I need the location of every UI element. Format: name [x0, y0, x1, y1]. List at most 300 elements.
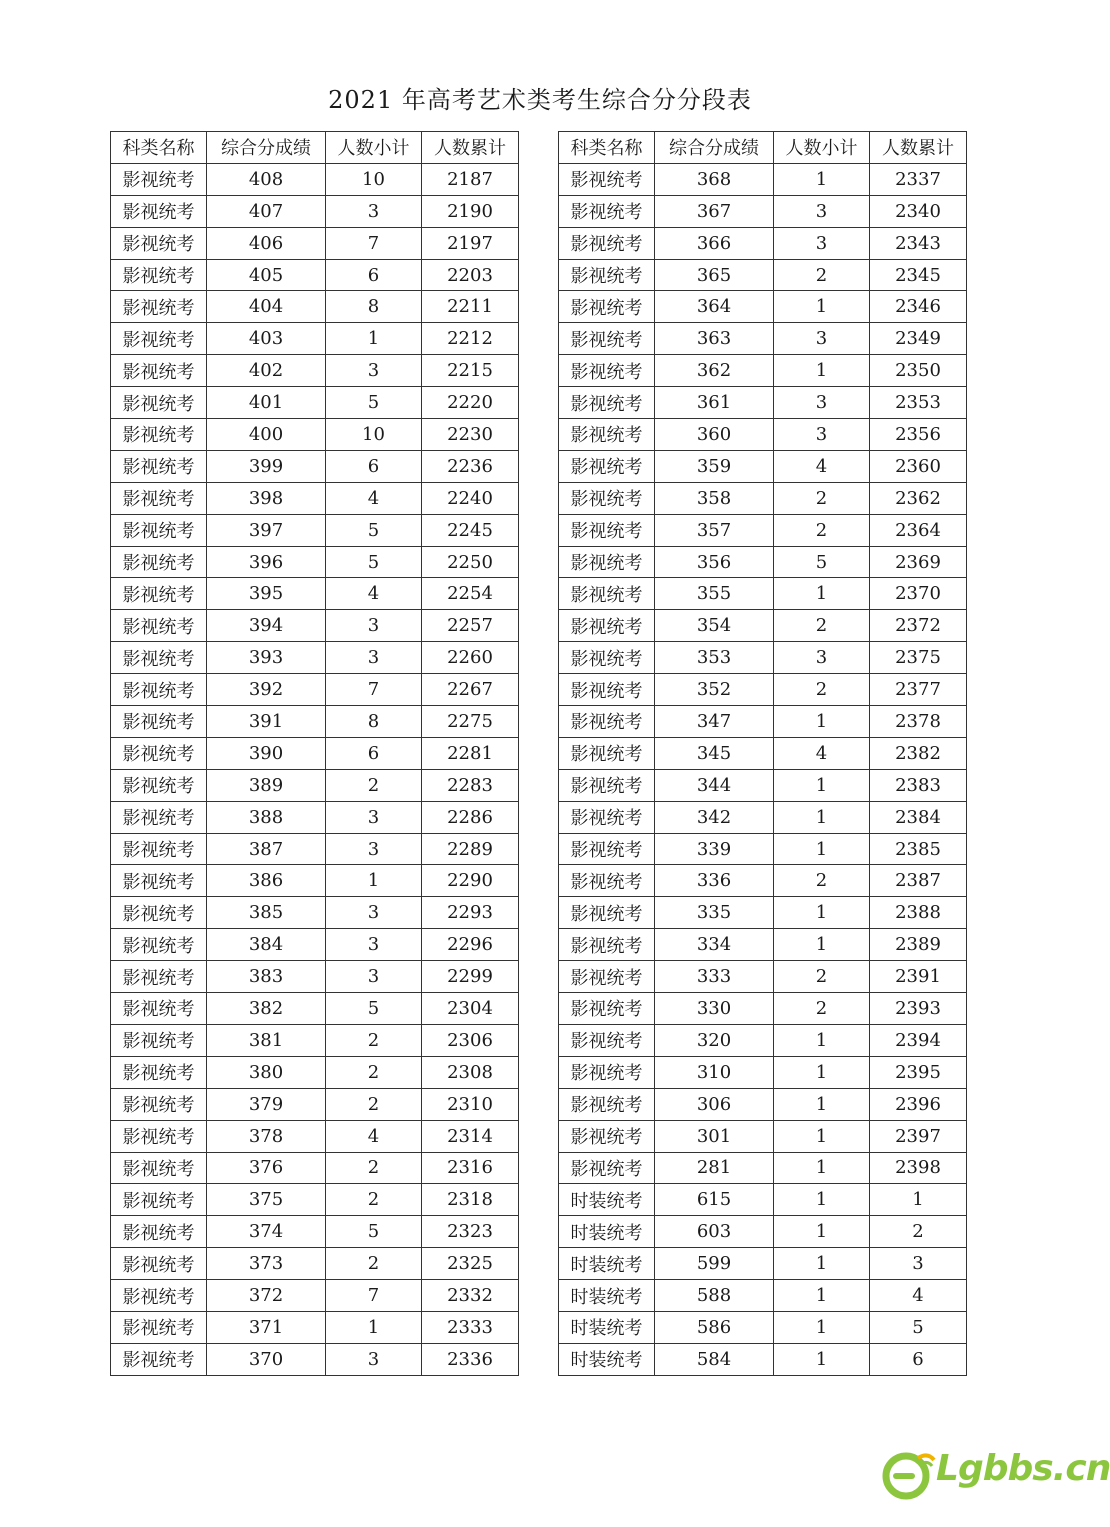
cell-category: 影视统考	[111, 1216, 207, 1248]
cell-cumulative: 2275	[422, 706, 519, 738]
cell-cumulative: 2397	[870, 1120, 967, 1152]
cell-category: 影视统考	[559, 1024, 655, 1056]
cell-score: 342	[655, 801, 774, 833]
table-row	[111, 387, 519, 419]
header-score: 综合分成绩	[207, 132, 326, 164]
cell-count: 7	[326, 227, 422, 259]
cell-score: 394	[207, 610, 326, 642]
cell-score: 359	[655, 450, 774, 482]
cell-count: 1	[774, 163, 870, 195]
cell-category: 影视统考	[111, 1311, 207, 1343]
cell-category: 影视统考	[559, 610, 655, 642]
cell-category: 影视统考	[559, 929, 655, 961]
cell-cumulative: 2389	[870, 929, 967, 961]
score-table-left	[110, 131, 519, 1376]
site-watermark	[878, 1438, 1110, 1508]
table-row	[111, 769, 519, 801]
table-row	[111, 1343, 519, 1375]
cell-category: 影视统考	[111, 865, 207, 897]
table-row	[111, 450, 519, 482]
cell-category: 影视统考	[111, 355, 207, 387]
cell-score: 407	[207, 195, 326, 227]
cell-cumulative: 2314	[422, 1120, 519, 1152]
cell-score: 392	[207, 674, 326, 706]
cell-cumulative: 2310	[422, 1088, 519, 1120]
cell-cumulative: 2211	[422, 291, 519, 323]
cell-count: 3	[326, 195, 422, 227]
cell-count: 3	[326, 801, 422, 833]
table-row	[559, 514, 967, 546]
cell-score: 405	[207, 259, 326, 291]
cell-category: 影视统考	[111, 419, 207, 451]
cell-score: 355	[655, 578, 774, 610]
table-row	[111, 1024, 519, 1056]
table-row	[559, 355, 967, 387]
cell-score: 366	[655, 227, 774, 259]
cell-category: 影视统考	[559, 578, 655, 610]
cell-category: 影视统考	[111, 1024, 207, 1056]
cell-score: 389	[207, 769, 326, 801]
cell-count: 1	[774, 1184, 870, 1216]
cell-score: 374	[207, 1216, 326, 1248]
cell-category: 影视统考	[559, 195, 655, 227]
cell-count: 4	[326, 482, 422, 514]
cell-cumulative: 2299	[422, 961, 519, 993]
cell-category: 影视统考	[111, 387, 207, 419]
cell-category: 影视统考	[111, 195, 207, 227]
cell-count: 3	[326, 961, 422, 993]
cell-count: 1	[326, 323, 422, 355]
cell-category: 影视统考	[111, 706, 207, 738]
cell-cumulative: 2370	[870, 578, 967, 610]
cell-category: 影视统考	[111, 546, 207, 578]
cell-cumulative: 2245	[422, 514, 519, 546]
cell-score: 335	[655, 897, 774, 929]
cell-cumulative: 3	[870, 1248, 967, 1280]
cell-cumulative: 2325	[422, 1248, 519, 1280]
table-row	[559, 450, 967, 482]
cell-score: 334	[655, 929, 774, 961]
table-row	[111, 227, 519, 259]
cell-count: 4	[774, 737, 870, 769]
cell-cumulative: 2337	[870, 163, 967, 195]
cell-cumulative: 2336	[422, 1343, 519, 1375]
cell-score: 395	[207, 578, 326, 610]
cell-count: 4	[774, 450, 870, 482]
cell-category: 影视统考	[111, 897, 207, 929]
cell-count: 2	[326, 1248, 422, 1280]
cell-score: 382	[207, 993, 326, 1025]
table-row	[559, 1311, 967, 1343]
cell-cumulative: 2215	[422, 355, 519, 387]
cell-count: 3	[326, 642, 422, 674]
cell-cumulative: 2306	[422, 1024, 519, 1056]
cell-score: 385	[207, 897, 326, 929]
table-row	[559, 961, 967, 993]
cell-count: 5	[326, 1216, 422, 1248]
cell-score: 353	[655, 642, 774, 674]
cell-score: 615	[655, 1184, 774, 1216]
cell-count: 2	[774, 610, 870, 642]
table-row	[111, 1184, 519, 1216]
cell-count: 1	[774, 833, 870, 865]
table-row	[559, 897, 967, 929]
cell-score: 362	[655, 355, 774, 387]
cell-category: 影视统考	[559, 323, 655, 355]
table-row	[559, 801, 967, 833]
table-row	[559, 1024, 967, 1056]
cell-score: 400	[207, 419, 326, 451]
header-count: 人数小计	[774, 132, 870, 164]
cell-score: 368	[655, 163, 774, 195]
header-category: 科类名称	[111, 132, 207, 164]
cell-category: 影视统考	[111, 514, 207, 546]
cell-count: 3	[326, 355, 422, 387]
cell-count: 1	[774, 1248, 870, 1280]
cell-score: 333	[655, 961, 774, 993]
table-row	[111, 1088, 519, 1120]
table-row	[111, 1120, 519, 1152]
cell-score: 306	[655, 1088, 774, 1120]
cell-category: 时装统考	[559, 1248, 655, 1280]
table-row	[559, 1056, 967, 1088]
cell-category: 影视统考	[559, 1056, 655, 1088]
cell-score: 399	[207, 450, 326, 482]
cell-score: 387	[207, 833, 326, 865]
cell-cumulative: 2383	[870, 769, 967, 801]
cell-count: 2	[326, 1024, 422, 1056]
table-row	[559, 1343, 967, 1375]
table-row	[559, 1248, 967, 1280]
cell-cumulative: 2236	[422, 450, 519, 482]
cell-cumulative: 2375	[870, 642, 967, 674]
cell-score: 330	[655, 993, 774, 1025]
cell-score: 365	[655, 259, 774, 291]
cell-category: 影视统考	[559, 387, 655, 419]
cell-category: 影视统考	[559, 546, 655, 578]
cell-count: 1	[774, 1343, 870, 1375]
cell-count: 2	[326, 1152, 422, 1184]
table-row	[559, 578, 967, 610]
cell-category: 影视统考	[559, 450, 655, 482]
cell-count: 4	[326, 1120, 422, 1152]
cell-score: 378	[207, 1120, 326, 1152]
cell-score: 345	[655, 737, 774, 769]
table-row	[559, 865, 967, 897]
cell-count: 2	[774, 514, 870, 546]
cell-category: 影视统考	[111, 1343, 207, 1375]
cell-category: 影视统考	[111, 674, 207, 706]
cell-count: 1	[774, 1120, 870, 1152]
cell-count: 2	[326, 1184, 422, 1216]
table-row	[559, 642, 967, 674]
cell-category: 影视统考	[559, 961, 655, 993]
cell-cumulative: 2323	[422, 1216, 519, 1248]
cell-count: 2	[774, 482, 870, 514]
score-table-right	[558, 131, 967, 1376]
cell-score: 358	[655, 482, 774, 514]
cell-category: 影视统考	[111, 323, 207, 355]
cell-cumulative: 2289	[422, 833, 519, 865]
cell-cumulative: 1	[870, 1184, 967, 1216]
cell-category: 影视统考	[111, 1056, 207, 1088]
cell-score: 370	[207, 1343, 326, 1375]
cell-count: 1	[774, 1311, 870, 1343]
table-row	[111, 514, 519, 546]
cell-cumulative: 2260	[422, 642, 519, 674]
cell-category: 影视统考	[111, 482, 207, 514]
cell-count: 5	[774, 546, 870, 578]
cell-cumulative: 2356	[870, 419, 967, 451]
table-row	[111, 1216, 519, 1248]
cell-count: 3	[326, 610, 422, 642]
table-row	[559, 163, 967, 195]
cell-score: 379	[207, 1088, 326, 1120]
cell-category: 影视统考	[559, 259, 655, 291]
table-row	[111, 865, 519, 897]
table-row	[559, 419, 967, 451]
table-row	[559, 1184, 967, 1216]
cell-cumulative: 2387	[870, 865, 967, 897]
cell-count: 10	[326, 163, 422, 195]
cell-cumulative: 2360	[870, 450, 967, 482]
cell-category: 影视统考	[111, 1120, 207, 1152]
cell-count: 3	[326, 833, 422, 865]
cell-cumulative: 2197	[422, 227, 519, 259]
table-row	[111, 929, 519, 961]
cell-count: 8	[326, 706, 422, 738]
cell-score: 404	[207, 291, 326, 323]
cell-cumulative: 2395	[870, 1056, 967, 1088]
cell-category: 影视统考	[111, 737, 207, 769]
cell-category: 影视统考	[559, 419, 655, 451]
cell-score: 586	[655, 1311, 774, 1343]
cell-score: 344	[655, 769, 774, 801]
cell-count: 1	[774, 1280, 870, 1312]
cell-score: 401	[207, 387, 326, 419]
table-row	[111, 259, 519, 291]
cell-count: 3	[774, 195, 870, 227]
cell-count: 2	[774, 259, 870, 291]
table-row	[111, 291, 519, 323]
cell-cumulative: 2350	[870, 355, 967, 387]
cell-category: 影视统考	[559, 801, 655, 833]
table-row	[559, 610, 967, 642]
table-row	[111, 706, 519, 738]
cell-count: 5	[326, 514, 422, 546]
header-count: 人数小计	[326, 132, 422, 164]
cell-cumulative: 2250	[422, 546, 519, 578]
cell-cumulative: 2332	[422, 1280, 519, 1312]
cell-cumulative: 2187	[422, 163, 519, 195]
header-cumulative: 人数累计	[870, 132, 967, 164]
table-row	[111, 801, 519, 833]
watermark-logo-icon	[878, 1444, 938, 1504]
watermark-text: Lgbbs.cn	[936, 1448, 1110, 1489]
cell-cumulative: 2308	[422, 1056, 519, 1088]
table-row	[559, 929, 967, 961]
cell-score: 364	[655, 291, 774, 323]
cell-score: 380	[207, 1056, 326, 1088]
cell-count: 3	[774, 227, 870, 259]
cell-count: 2	[774, 993, 870, 1025]
cell-category: 影视统考	[111, 291, 207, 323]
cell-category: 时装统考	[559, 1184, 655, 1216]
cell-count: 3	[326, 929, 422, 961]
cell-cumulative: 2240	[422, 482, 519, 514]
table-row	[111, 1056, 519, 1088]
cell-count: 2	[326, 1056, 422, 1088]
cell-category: 影视统考	[111, 227, 207, 259]
table-row	[559, 737, 967, 769]
cell-count: 5	[326, 387, 422, 419]
table-row	[111, 610, 519, 642]
cell-score: 375	[207, 1184, 326, 1216]
cell-cumulative: 2396	[870, 1088, 967, 1120]
cell-cumulative: 2316	[422, 1152, 519, 1184]
cell-cumulative: 2340	[870, 195, 967, 227]
cell-count: 1	[774, 897, 870, 929]
table-row	[559, 195, 967, 227]
cell-category: 影视统考	[559, 1120, 655, 1152]
cell-count: 1	[774, 291, 870, 323]
cell-category: 影视统考	[111, 801, 207, 833]
cell-cumulative: 2	[870, 1216, 967, 1248]
cell-cumulative: 2388	[870, 897, 967, 929]
cell-count: 2	[774, 674, 870, 706]
cell-score: 603	[655, 1216, 774, 1248]
cell-count: 1	[774, 1056, 870, 1088]
table-row	[111, 1152, 519, 1184]
cell-cumulative: 5	[870, 1311, 967, 1343]
table-row	[111, 833, 519, 865]
cell-category: 影视统考	[559, 1152, 655, 1184]
cell-category: 影视统考	[111, 833, 207, 865]
cell-category: 影视统考	[559, 737, 655, 769]
cell-score: 354	[655, 610, 774, 642]
table-row	[111, 163, 519, 195]
table-row	[111, 419, 519, 451]
table-body-right	[559, 163, 967, 1375]
cell-score: 393	[207, 642, 326, 674]
cell-cumulative: 2372	[870, 610, 967, 642]
table-row	[111, 546, 519, 578]
cell-category: 影视统考	[559, 1088, 655, 1120]
cell-score: 388	[207, 801, 326, 833]
cell-score: 347	[655, 706, 774, 738]
table-row	[559, 993, 967, 1025]
cell-cumulative: 2349	[870, 323, 967, 355]
cell-count: 1	[774, 1152, 870, 1184]
header-row	[111, 132, 519, 164]
page-title: 2021 年高考艺术类考生综合分分段表	[328, 86, 752, 114]
cell-cumulative: 2254	[422, 578, 519, 610]
cell-cumulative: 2286	[422, 801, 519, 833]
cell-score: 381	[207, 1024, 326, 1056]
cell-score: 360	[655, 419, 774, 451]
cell-count: 3	[326, 897, 422, 929]
cell-cumulative: 2304	[422, 993, 519, 1025]
cell-count: 8	[326, 291, 422, 323]
cell-cumulative: 2212	[422, 323, 519, 355]
cell-cumulative: 2230	[422, 419, 519, 451]
table-body-left	[111, 163, 519, 1375]
cell-score: 402	[207, 355, 326, 387]
header-category: 科类名称	[559, 132, 655, 164]
table-row	[559, 259, 967, 291]
cell-cumulative: 2382	[870, 737, 967, 769]
cell-cumulative: 2398	[870, 1152, 967, 1184]
cell-cumulative: 2257	[422, 610, 519, 642]
cell-category: 时装统考	[559, 1343, 655, 1375]
cell-cumulative: 2346	[870, 291, 967, 323]
cell-count: 3	[774, 642, 870, 674]
table-row	[111, 482, 519, 514]
cell-score: 373	[207, 1248, 326, 1280]
cell-cumulative: 6	[870, 1343, 967, 1375]
table-row	[111, 993, 519, 1025]
cell-cumulative: 2290	[422, 865, 519, 897]
table-row	[111, 961, 519, 993]
table-row	[111, 1280, 519, 1312]
cell-category: 影视统考	[111, 450, 207, 482]
table-row	[559, 706, 967, 738]
cell-cumulative: 2267	[422, 674, 519, 706]
cell-score: 383	[207, 961, 326, 993]
cell-cumulative: 2369	[870, 546, 967, 578]
cell-score: 336	[655, 865, 774, 897]
cell-count: 3	[774, 419, 870, 451]
cell-cumulative: 2220	[422, 387, 519, 419]
cell-count: 3	[774, 387, 870, 419]
cell-cumulative: 2378	[870, 706, 967, 738]
cell-category: 影视统考	[111, 961, 207, 993]
cell-score: 371	[207, 1311, 326, 1343]
cell-count: 1	[774, 578, 870, 610]
cell-count: 1	[774, 929, 870, 961]
cell-score: 403	[207, 323, 326, 355]
cell-score: 301	[655, 1120, 774, 1152]
table-row	[111, 642, 519, 674]
cell-category: 影视统考	[111, 1248, 207, 1280]
cell-score: 361	[655, 387, 774, 419]
cell-count: 7	[326, 674, 422, 706]
cell-count: 1	[774, 355, 870, 387]
cell-cumulative: 2296	[422, 929, 519, 961]
cell-count: 7	[326, 1280, 422, 1312]
cell-score: 390	[207, 737, 326, 769]
table-row	[559, 674, 967, 706]
cell-category: 影视统考	[559, 482, 655, 514]
cell-count: 1	[774, 1088, 870, 1120]
cell-category: 影视统考	[559, 355, 655, 387]
cell-score: 398	[207, 482, 326, 514]
cell-category: 影视统考	[111, 1280, 207, 1312]
cell-count: 1	[326, 1311, 422, 1343]
cell-count: 2	[326, 1088, 422, 1120]
header-score: 综合分成绩	[655, 132, 774, 164]
cell-cumulative: 2283	[422, 769, 519, 801]
cell-count: 6	[326, 737, 422, 769]
table-row	[559, 1152, 967, 1184]
table-row	[559, 387, 967, 419]
cell-category: 影视统考	[559, 291, 655, 323]
cell-score: 357	[655, 514, 774, 546]
cell-category: 影视统考	[559, 865, 655, 897]
cell-cumulative: 4	[870, 1280, 967, 1312]
cell-category: 影视统考	[559, 163, 655, 195]
cell-category: 影视统考	[559, 769, 655, 801]
